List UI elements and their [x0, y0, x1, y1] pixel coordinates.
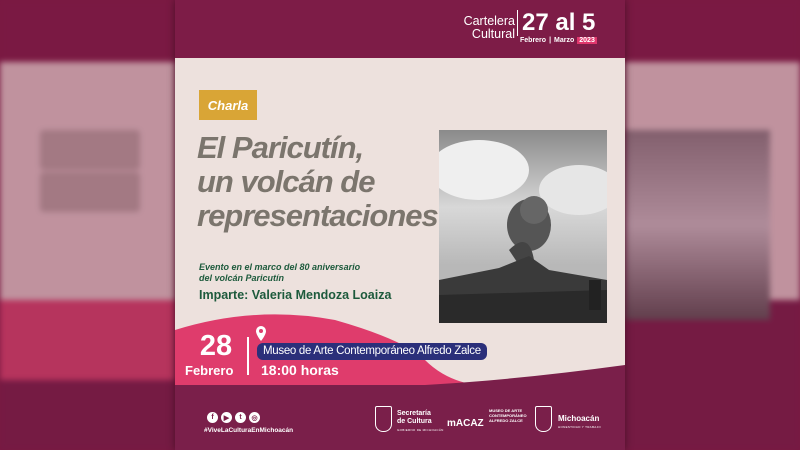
coat-of-arms-icon	[535, 406, 552, 432]
month-start: Febrero	[520, 37, 547, 44]
coat-of-arms-icon	[375, 406, 392, 432]
location-pin-icon	[255, 326, 267, 342]
logo-subtext: GOBIERNO DE MICHOACÁN	[397, 428, 444, 432]
michoacan-logo	[558, 414, 601, 432]
divider	[247, 337, 249, 375]
logo-subtext: MUSEO DE ARTE	[489, 408, 523, 413]
cartelera-text: Cartelera	[463, 14, 515, 28]
secretaria-cultura-logo	[397, 410, 444, 434]
title-line: representaciones	[197, 198, 438, 233]
bottom-wave	[175, 0, 625, 450]
event-poster	[175, 0, 625, 450]
hashtag: #ViveLaCulturaEnMichoacán	[204, 427, 294, 434]
subtitle-line: del volcán Paricutín	[199, 273, 285, 283]
logo-subtext: HONESTIDAD Y TRABAJO	[558, 425, 602, 429]
logo-subtext: ALFREDO ZALCE	[489, 418, 523, 423]
event-day: 28	[199, 330, 233, 362]
event-month: Febrero	[185, 363, 234, 378]
logo-text: Michoacán	[558, 414, 600, 423]
date-months: Febrero | Marzo 2023	[520, 37, 595, 44]
year-badge: 2023	[579, 37, 595, 44]
date-range: 27 al 5	[517, 10, 595, 36]
facebook-icon[interactable]: f	[207, 412, 218, 423]
subtitle-line: Evento en el marco del 80 aniversario	[199, 262, 361, 272]
logo-text: Secretaría	[397, 410, 431, 417]
title-line: El Paricutín,	[197, 130, 364, 165]
event-time: 18:00 horas	[261, 362, 339, 378]
macaz-logo: mACAZ	[447, 418, 484, 429]
cultural-text: Cultural	[471, 27, 515, 41]
logo-subtext: CONTEMPORÁNEO	[489, 413, 527, 418]
logo-text: de Cultura	[397, 418, 432, 425]
instagram-icon[interactable]: ◎	[249, 412, 260, 423]
event-type-badge: Charla	[199, 90, 257, 120]
social-icons	[207, 412, 260, 423]
month-end: Marzo	[554, 37, 575, 44]
venue-label: Museo de Arte Contemporáneo Alfredo Zalce	[257, 343, 487, 360]
macaz-subtext	[489, 408, 527, 423]
twitter-icon[interactable]: t	[235, 412, 246, 423]
title-line: un volcán de	[197, 164, 375, 199]
youtube-icon[interactable]: ▶	[221, 412, 232, 423]
speaker: Imparte: Valeria Mendoza Loaiza	[199, 288, 392, 302]
